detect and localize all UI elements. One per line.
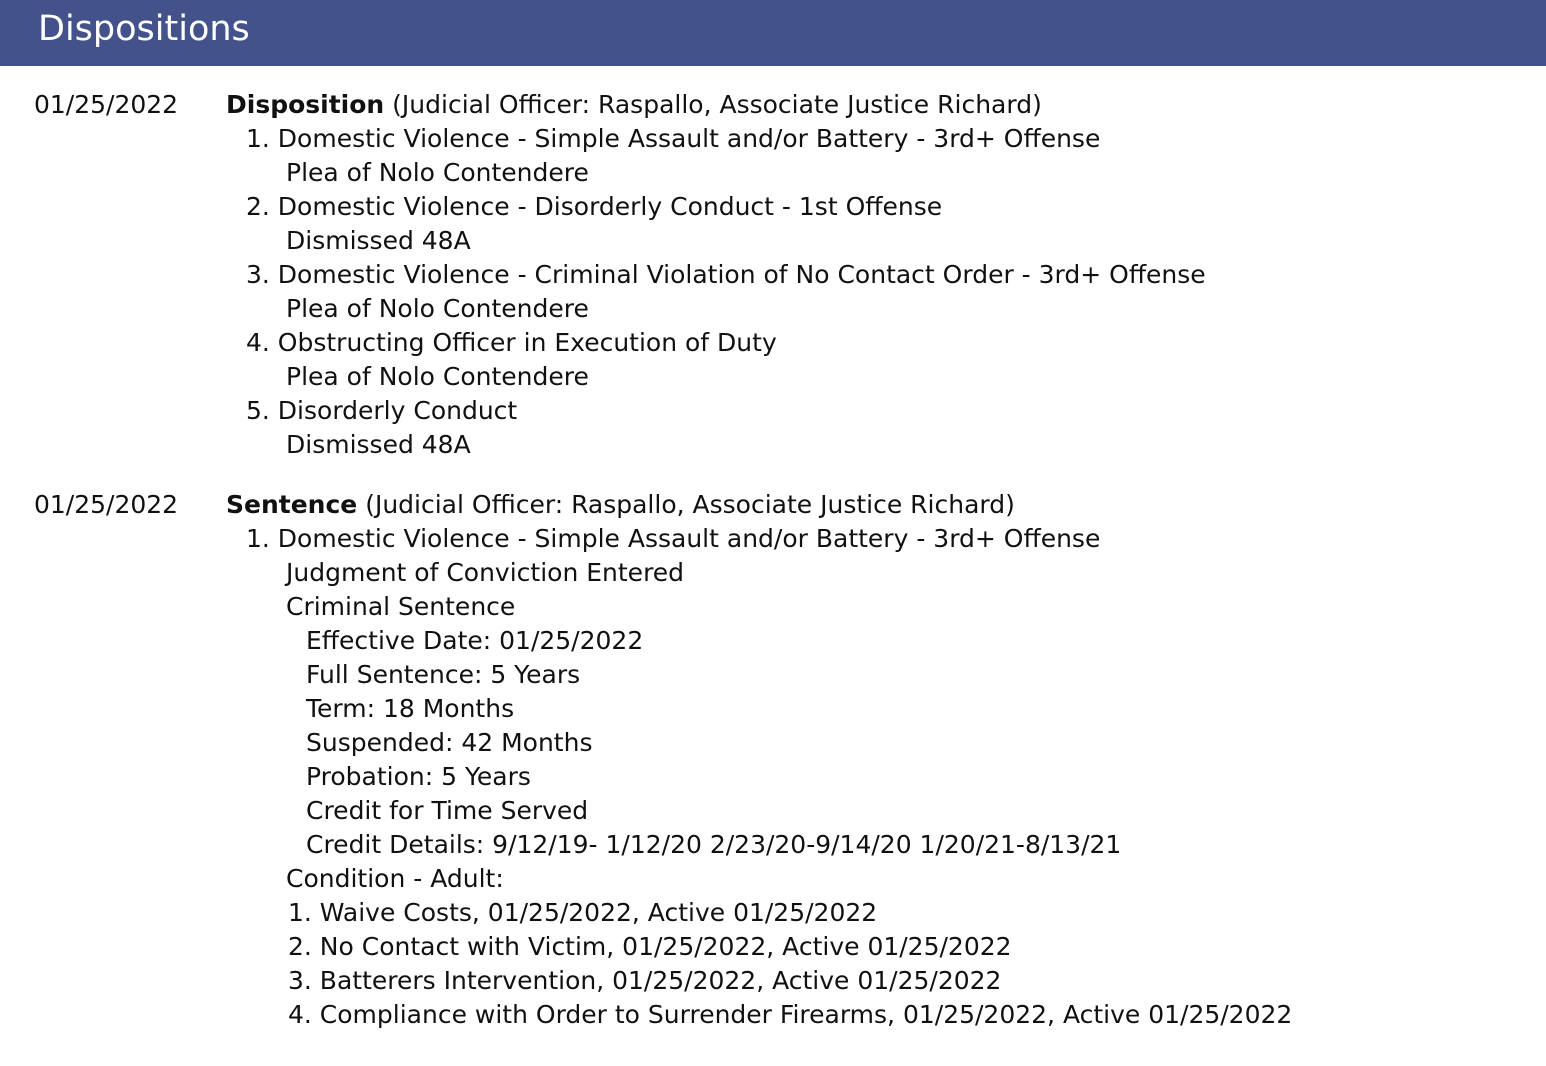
sentence-detail: Credit for Time Served (306, 796, 589, 825)
condition-item: 1. Waive Costs, 01/25/2022, Active 01/25/2022 (288, 898, 878, 927)
sentence-detail: Credit Details: 9/12/19- 1/12/20 2/23/20-9/14/20 1/20/21-8/13/21 (306, 830, 1122, 859)
charge-item: 5. Disorderly Conduct (246, 396, 518, 425)
condition-label: Condition - Adult: (286, 864, 504, 893)
condition-item: 3. Batterers Intervention, 01/25/2022, Active 01/25/2022 (288, 966, 1002, 995)
charge-item: 1. Domestic Violence - Simple Assault and/or Battery - 3rd+ Offense (246, 524, 1101, 553)
charge-result: Plea of Nolo Contendere (286, 294, 589, 323)
entry-heading (226, 488, 1015, 522)
charge-result: Plea of Nolo Contendere (286, 362, 589, 391)
entry-type: Sentence (226, 490, 358, 519)
condition-item: 2. No Contact with Victim, 01/25/2022, Active 01/25/2022 (288, 932, 1012, 961)
charge-item: 2. Domestic Violence - Disorderly Conduct - 1st Offense (246, 192, 943, 221)
sentence-detail: Suspended: 42 Months (306, 728, 593, 757)
charge-item: 3. Domestic Violence - Criminal Violation of No Contact Order - 3rd+ Offense (246, 260, 1206, 289)
entry-type: Disposition (226, 90, 385, 119)
section-header (0, 0, 1546, 66)
judicial-officer: (Judicial Officer: Raspallo, Associate Justice Richard) (392, 90, 1042, 119)
condition-item: 4. Compliance with Order to Surrender Firearms, 01/25/2022, Active 01/25/2022 (288, 1000, 1293, 1029)
sentence-detail: Full Sentence: 5 Years (306, 660, 581, 689)
judgment: Judgment of Conviction Entered (286, 558, 685, 587)
sentence-detail: Probation: 5 Years (306, 762, 531, 791)
charge-item: 1. Domestic Violence - Simple Assault and/or Battery - 3rd+ Offense (246, 124, 1101, 153)
sentence-type: Criminal Sentence (286, 592, 516, 621)
charge-result: Dismissed 48A (286, 226, 471, 255)
entry-heading (226, 88, 1042, 122)
charge-item: 4. Obstructing Officer in Execution of Duty (246, 328, 777, 357)
entry-date: 01/25/2022 (34, 90, 179, 119)
judicial-officer: (Judicial Officer: Raspallo, Associate Justice Richard) (365, 490, 1015, 519)
entry-date: 01/25/2022 (34, 490, 179, 519)
sentence-detail: Term: 18 Months (306, 694, 515, 723)
section-title: Dispositions (38, 9, 250, 49)
sentence-detail: Effective Date: 01/25/2022 (306, 626, 644, 655)
charge-result: Dismissed 48A (286, 430, 471, 459)
charge-result: Plea of Nolo Contendere (286, 158, 589, 187)
